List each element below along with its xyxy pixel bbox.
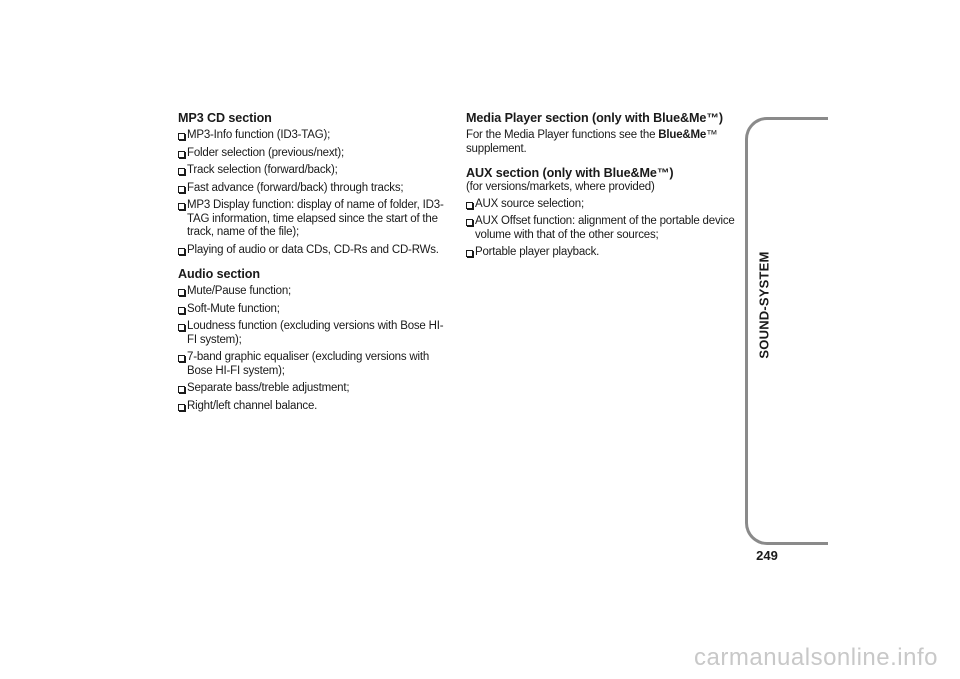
list-item: 7-band graphic equaliser (excluding versions with Bose HI-FI system); xyxy=(178,351,453,378)
mp3-cd-list xyxy=(178,129,453,257)
list-item: Track selection (forward/back); xyxy=(178,164,453,178)
audio-list xyxy=(178,285,453,413)
list-item: Soft-Mute function; xyxy=(178,303,453,317)
audio-heading: Audio section xyxy=(178,267,260,281)
list-item: Mute/Pause function; xyxy=(178,285,453,299)
media-player-text xyxy=(466,129,736,156)
watermark: carmanualsonline.info xyxy=(694,644,938,671)
brand-name: Blue&Me xyxy=(658,129,707,141)
right-column xyxy=(466,111,736,270)
aux-heading: AUX section (only with Blue&Me™) xyxy=(466,166,674,180)
media-text-before: For the Media Player functions see the xyxy=(466,129,659,141)
list-item: Separate bass/treble adjustment; xyxy=(178,382,453,396)
list-item: MP3 Display function: display of name of folder, ID3-TAG information, time elapsed since the start of the track, name of the file); xyxy=(178,199,453,240)
aux-list xyxy=(466,198,736,260)
list-item: AUX source selection; xyxy=(466,198,736,212)
list-item: Loudness function (excluding versions with Bose HI-FI system); xyxy=(178,320,453,347)
mp3-cd-heading: MP3 CD section xyxy=(178,111,272,125)
list-item: Right/left channel balance. xyxy=(178,400,453,414)
list-item: Fast advance (forward/back) through tracks; xyxy=(178,182,453,196)
page-number: 249 xyxy=(756,548,778,563)
mp3-cd-section xyxy=(178,111,453,257)
aux-subtitle: (for versions/markets, where provided) xyxy=(466,181,655,193)
list-item: Folder selection (previous/next); xyxy=(178,147,453,161)
aux-section xyxy=(466,166,736,260)
media-player-section xyxy=(466,111,736,156)
media-player-heading: Media Player section (only with Blue&Me™) xyxy=(466,111,723,125)
list-item: MP3-Info function (ID3-TAG); xyxy=(178,129,453,143)
list-item: AUX Offset function: alignment of the portable device volume with that of the other sources; xyxy=(466,215,736,242)
chapter-tab-label xyxy=(744,240,784,370)
list-item: Playing of audio or data CDs, CD-Rs and CD-RWs. xyxy=(178,244,453,258)
left-column xyxy=(178,111,453,423)
chapter-title: SOUND-SYSTEM xyxy=(756,251,772,359)
media-text-after: ™ supplement. xyxy=(466,129,718,155)
audio-section xyxy=(178,267,453,413)
list-item: Portable player playback. xyxy=(466,246,736,260)
